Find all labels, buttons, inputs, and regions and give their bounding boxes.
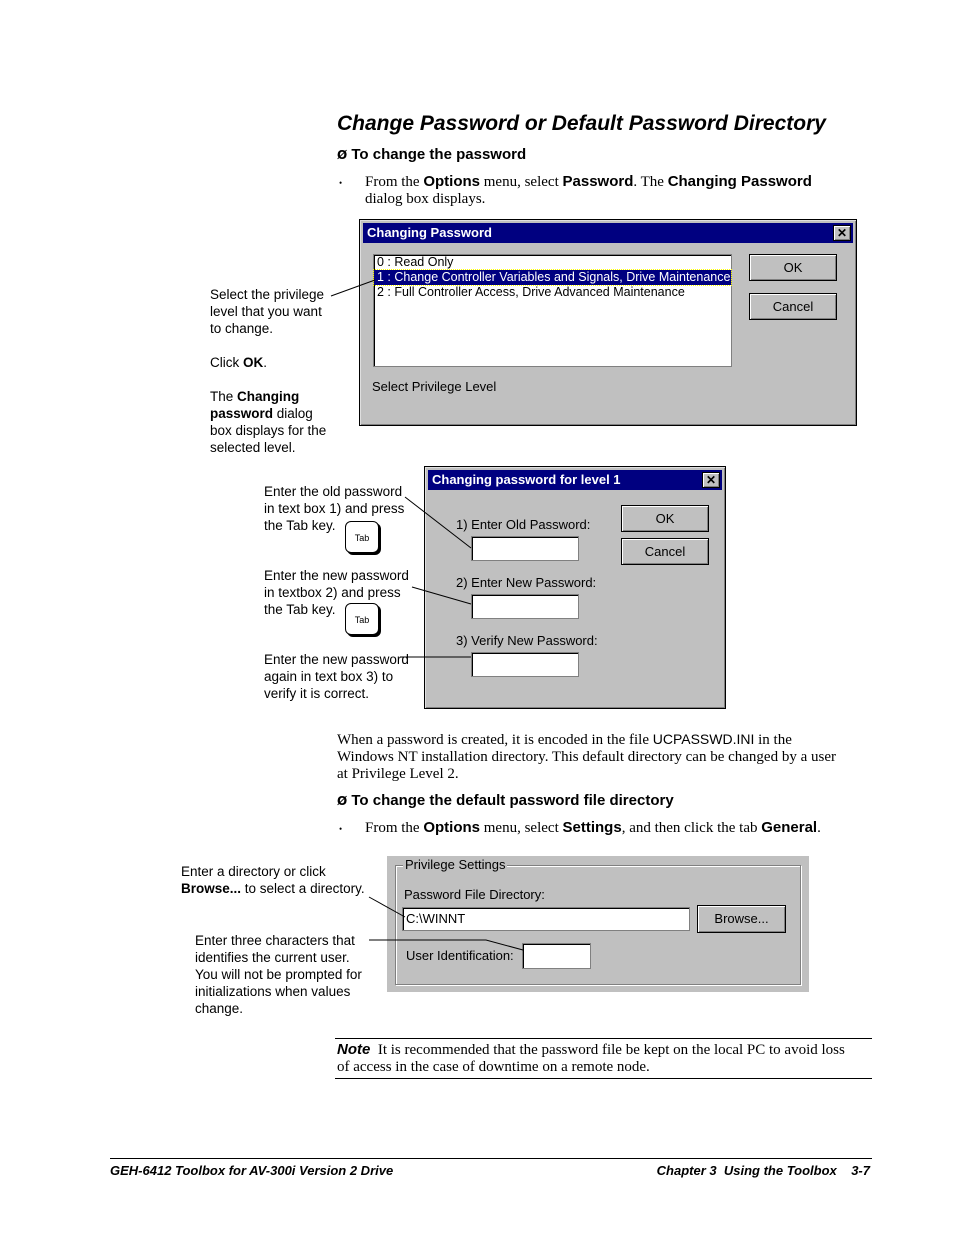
callout-text: Enter the old password [264, 484, 403, 499]
footer-left: GEH-6412 Toolbox for AV-300i Version 2 Drive [110, 1163, 394, 1178]
dialog-title: Changing password for level 1 [432, 472, 621, 487]
password-directory-label: Password File Directory: [404, 887, 545, 902]
step-item: Settings [562, 819, 622, 836]
leader-line-old-password [405, 497, 471, 548]
callout-text: Enter the new password [264, 568, 409, 583]
step-menu: Options [423, 819, 481, 836]
note-rule-top [335, 1038, 872, 1039]
user-identification-label: User Identification: [406, 948, 514, 963]
callout-text: Enter the new password [264, 652, 409, 667]
callout-text: Enter a directory or click [181, 864, 326, 879]
step-text: . The [633, 174, 668, 190]
step-text: From the [365, 820, 424, 836]
callout-text: identifies the current user. [195, 950, 350, 965]
arrow-icon: Ø [337, 794, 348, 808]
list-item[interactable]: 2 : Full Controller Access, Drive Advanced Maintenance [377, 285, 685, 299]
close-icon[interactable]: ✕ [833, 225, 851, 241]
paragraph-line: at Privilege Level 2. [337, 766, 459, 782]
callout-text: level that you want [210, 304, 322, 319]
callout-text: to change. [210, 321, 274, 336]
list-item-selected[interactable]: 1 : Change Controller Variables and Signals, Drive Maintenance [374, 270, 731, 285]
tab-key-icon: Tab [345, 521, 379, 553]
callout-text: verify it is correct. [264, 686, 370, 701]
footer-right: Chapter 3 Using the Toolbox 3-7 [656, 1163, 870, 1178]
callout-text: The Changing [210, 389, 300, 404]
callout-text: You will not be prompted for [195, 967, 362, 982]
footer-rule [110, 1158, 872, 1159]
bullet-icon: • [339, 824, 343, 834]
note-label: Note [337, 1041, 371, 1058]
note-line: Note It is recommended that the password file be kept on the local PC to avoid loss [337, 1041, 845, 1058]
old-password-label: 1) Enter Old Password: [456, 517, 591, 532]
status-label: Select Privilege Level [372, 379, 497, 394]
ok-button[interactable]: OK [621, 505, 709, 532]
callout-text: password dialog [210, 406, 313, 421]
callout-text: box displays for the [210, 423, 327, 438]
callout-text: in textbox 2) and press [264, 585, 401, 600]
paragraph-line: When a password is created, it is encoded in the file UCPASSWD.INI in the [337, 731, 792, 748]
leader-line-user-id [369, 940, 523, 950]
close-icon[interactable]: ✕ [702, 472, 720, 488]
callout-text: selected level. [210, 440, 296, 455]
callout-text: in text box 1) and press [264, 501, 405, 516]
section-title: Change Password or Default Password Directory [337, 112, 826, 135]
callout-text: again in text box 3) to [264, 669, 394, 684]
callout-text: initializations when values [195, 984, 351, 999]
step-menu: Options [423, 173, 481, 190]
verify-password-label: 3) Verify New Password: [456, 633, 598, 648]
group-title: Privilege Settings [405, 857, 506, 872]
leader-line-new-password [412, 587, 471, 604]
note-block [337, 1041, 872, 1076]
dialog-title: Changing Password [367, 225, 492, 240]
callout-text: change. [195, 1001, 244, 1016]
password-directory-input[interactable]: C:\WINNT [402, 907, 690, 931]
ok-button[interactable]: OK [749, 254, 837, 281]
leader-line-privilege [331, 280, 375, 296]
procedure-title: To change the password [351, 146, 527, 163]
step-item: Password [562, 173, 634, 190]
arrow-icon: Ø [337, 148, 348, 162]
step-text: From the [365, 174, 424, 190]
new-password-label: 2) Enter New Password: [456, 575, 597, 590]
cancel-button[interactable]: Cancel [749, 293, 837, 320]
callout-text: Enter three characters that [195, 933, 355, 948]
tab-key-icon: Tab [345, 603, 379, 635]
step-text: menu, select [480, 820, 563, 836]
step-text: . [817, 820, 821, 836]
bullet-icon: • [339, 178, 343, 188]
list-item[interactable]: 0 : Read Only [377, 255, 454, 269]
callout-text: the Tab key. [264, 518, 336, 533]
note-line: of access in the case of downtime on a remote node. [337, 1059, 650, 1075]
step-text: , and then click the tab [621, 820, 762, 836]
callout-text: Click OK. [210, 355, 268, 370]
procedure-title: To change the default password file directory [351, 792, 674, 809]
paragraph-line: Windows NT installation directory. This default directory can be changed by a user [337, 749, 836, 765]
leader-line-directory [369, 897, 405, 917]
note-rule-bottom [335, 1078, 872, 1079]
browse-button[interactable]: Browse... [697, 905, 786, 933]
step-text: dialog box displays. [365, 191, 486, 207]
callout-text: Browse... to select a directory. [181, 881, 365, 896]
step-text: menu, select [480, 174, 563, 190]
step-tab: General [761, 819, 818, 836]
step-dialog-name: Changing Password [667, 173, 812, 190]
cancel-button[interactable]: Cancel [621, 538, 709, 565]
callout-text: Select the privilege [210, 287, 325, 302]
callout-text: the Tab key. [264, 602, 336, 617]
